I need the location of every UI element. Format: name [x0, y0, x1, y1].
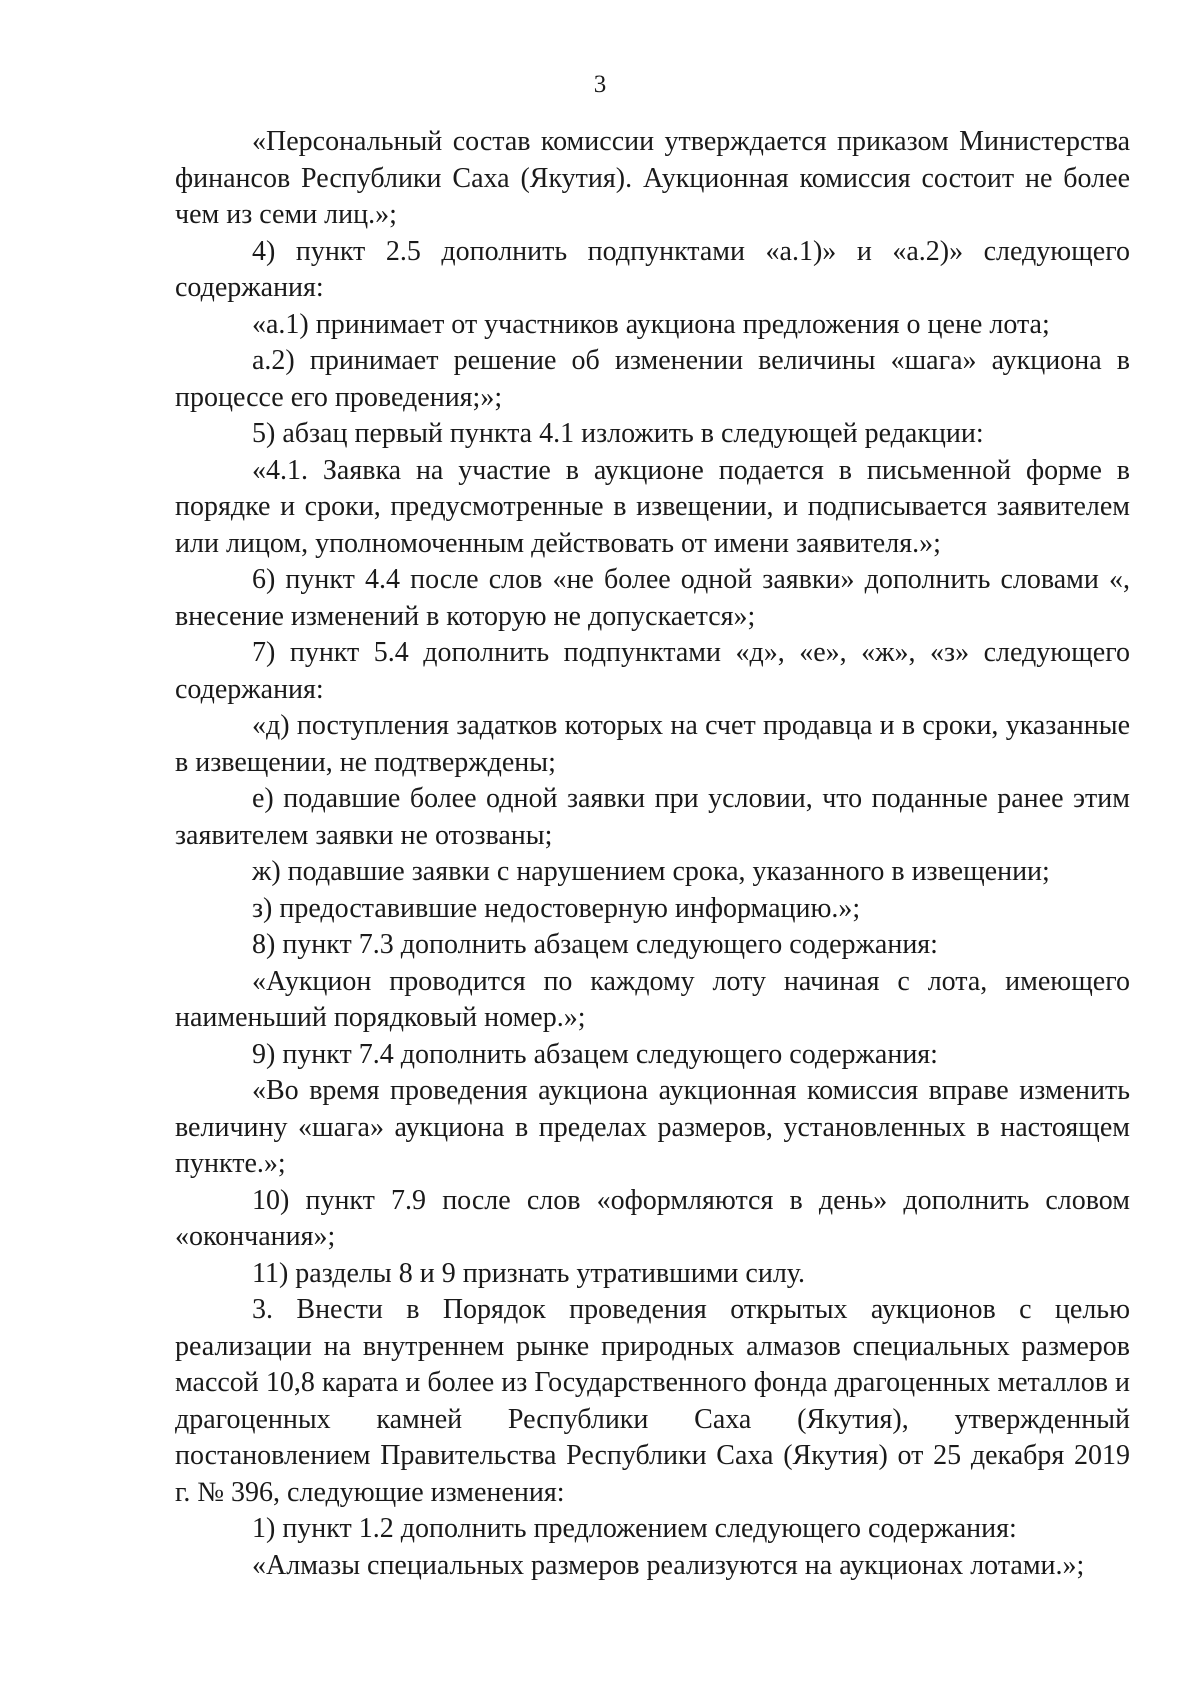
paragraph-item-9: 9) пункт 7.4 дополнить абзацем следующего содержания: — [252, 1038, 938, 1070]
paragraph-auction-step-change: «Во время проведения аукциона аукционная комиссия вправе изменить величину «шага» аукциона в пределах размеров, установленных в настоящем пункте.»; — [175, 1075, 1130, 1179]
paragraph-subitem-zh: ж) подавшие заявки с нарушением срока, указанного в извещении; — [252, 856, 1050, 887]
paragraph-item-11: 11) разделы 8 и 9 признать утратившими силу. — [252, 1257, 805, 1289]
document-body — [175, 124, 1130, 1584]
paragraph-item-8: 8) пункт 7.3 дополнить абзацем следующего содержания: — [252, 929, 938, 960]
page-number: 3 — [593, 71, 607, 98]
paragraph-subitem-a1: «а.1) принимает от участников аукциона предложения о цене лота; — [252, 308, 1050, 340]
paragraph-item-4: 4) пункт 2.5 дополнить подпунктами «а.1)» и «а.2)» следующего содержания: — [175, 235, 1130, 303]
paragraph-section-3-item-1: 1) пункт 1.2 дополнить предложением следующего содержания: — [252, 1513, 1017, 1544]
paragraph-subitem-a2: а.2) принимает решение об изменении величины «шага» аукциона в процессе его проведения;»; — [175, 345, 1130, 413]
paragraph-section-3: 3. Внести в Порядок проведения открытых аукционов с целью реализации на внутреннем рынке природных алмазов специальных размеров массой 10,8 карата и более из Государственного фонда драгоценных металлов и драгоценных камней Республики Саха (Якутия), утвержденный постановлением Правительства Республики Саха (Якутия) от 25 декабря 2019 г. № 396, следующие изменения: — [175, 1294, 1130, 1508]
paragraph-subitem-z: з) предоставившие недостоверную информацию.»; — [252, 892, 861, 924]
paragraph-auction-order: «Аукцион проводится по каждому лоту начиная с лота, имеющего наименьший порядковый номер.»; — [175, 965, 1130, 1033]
paragraph-diamonds-lots: «Алмазы специальных размеров реализуются на аукционах лотами.»; — [252, 1549, 1085, 1581]
paragraph-clause-4-1: «4.1. Заявка на участие в аукционе подается в письменной форме в порядке и сроки, предусмотренные в извещении, и подписывается заявителем или лицом, уполномоченным действовать от имени заявителя.»; — [175, 454, 1130, 559]
paragraph-item-10: 10) пункт 7.9 после слов «оформляются в день» дополнить словом «окончания»; — [175, 1184, 1130, 1252]
paragraph-item-7: 7) пункт 5.4 дополнить подпунктами «д», «е», «ж», «з» следующего содержания: — [175, 637, 1130, 705]
paragraph-subitem-e: е) подавшие более одной заявки при условии, что поданные ранее этим заявителем заявки не отозваны; — [175, 783, 1130, 851]
paragraph-subitem-d: «д) поступления задатков которых на счет продавца и в сроки, указанные в извещении, не подтверждены; — [175, 710, 1130, 778]
paragraph-item-6: 6) пункт 4.4 после слов «не более одной заявки» дополнить словами «, внесение изменений в которую не допускается»; — [175, 564, 1130, 632]
paragraph-composition-of-commission: «Персональный состав комиссии утверждается приказом Министерства финансов Республики Саха (Якутия). Аукционная комиссия состоит не более чем из семи лиц.»; — [175, 126, 1130, 230]
paragraph-item-5: 5) абзац первый пункта 4.1 изложить в следующей редакции: — [252, 418, 984, 449]
